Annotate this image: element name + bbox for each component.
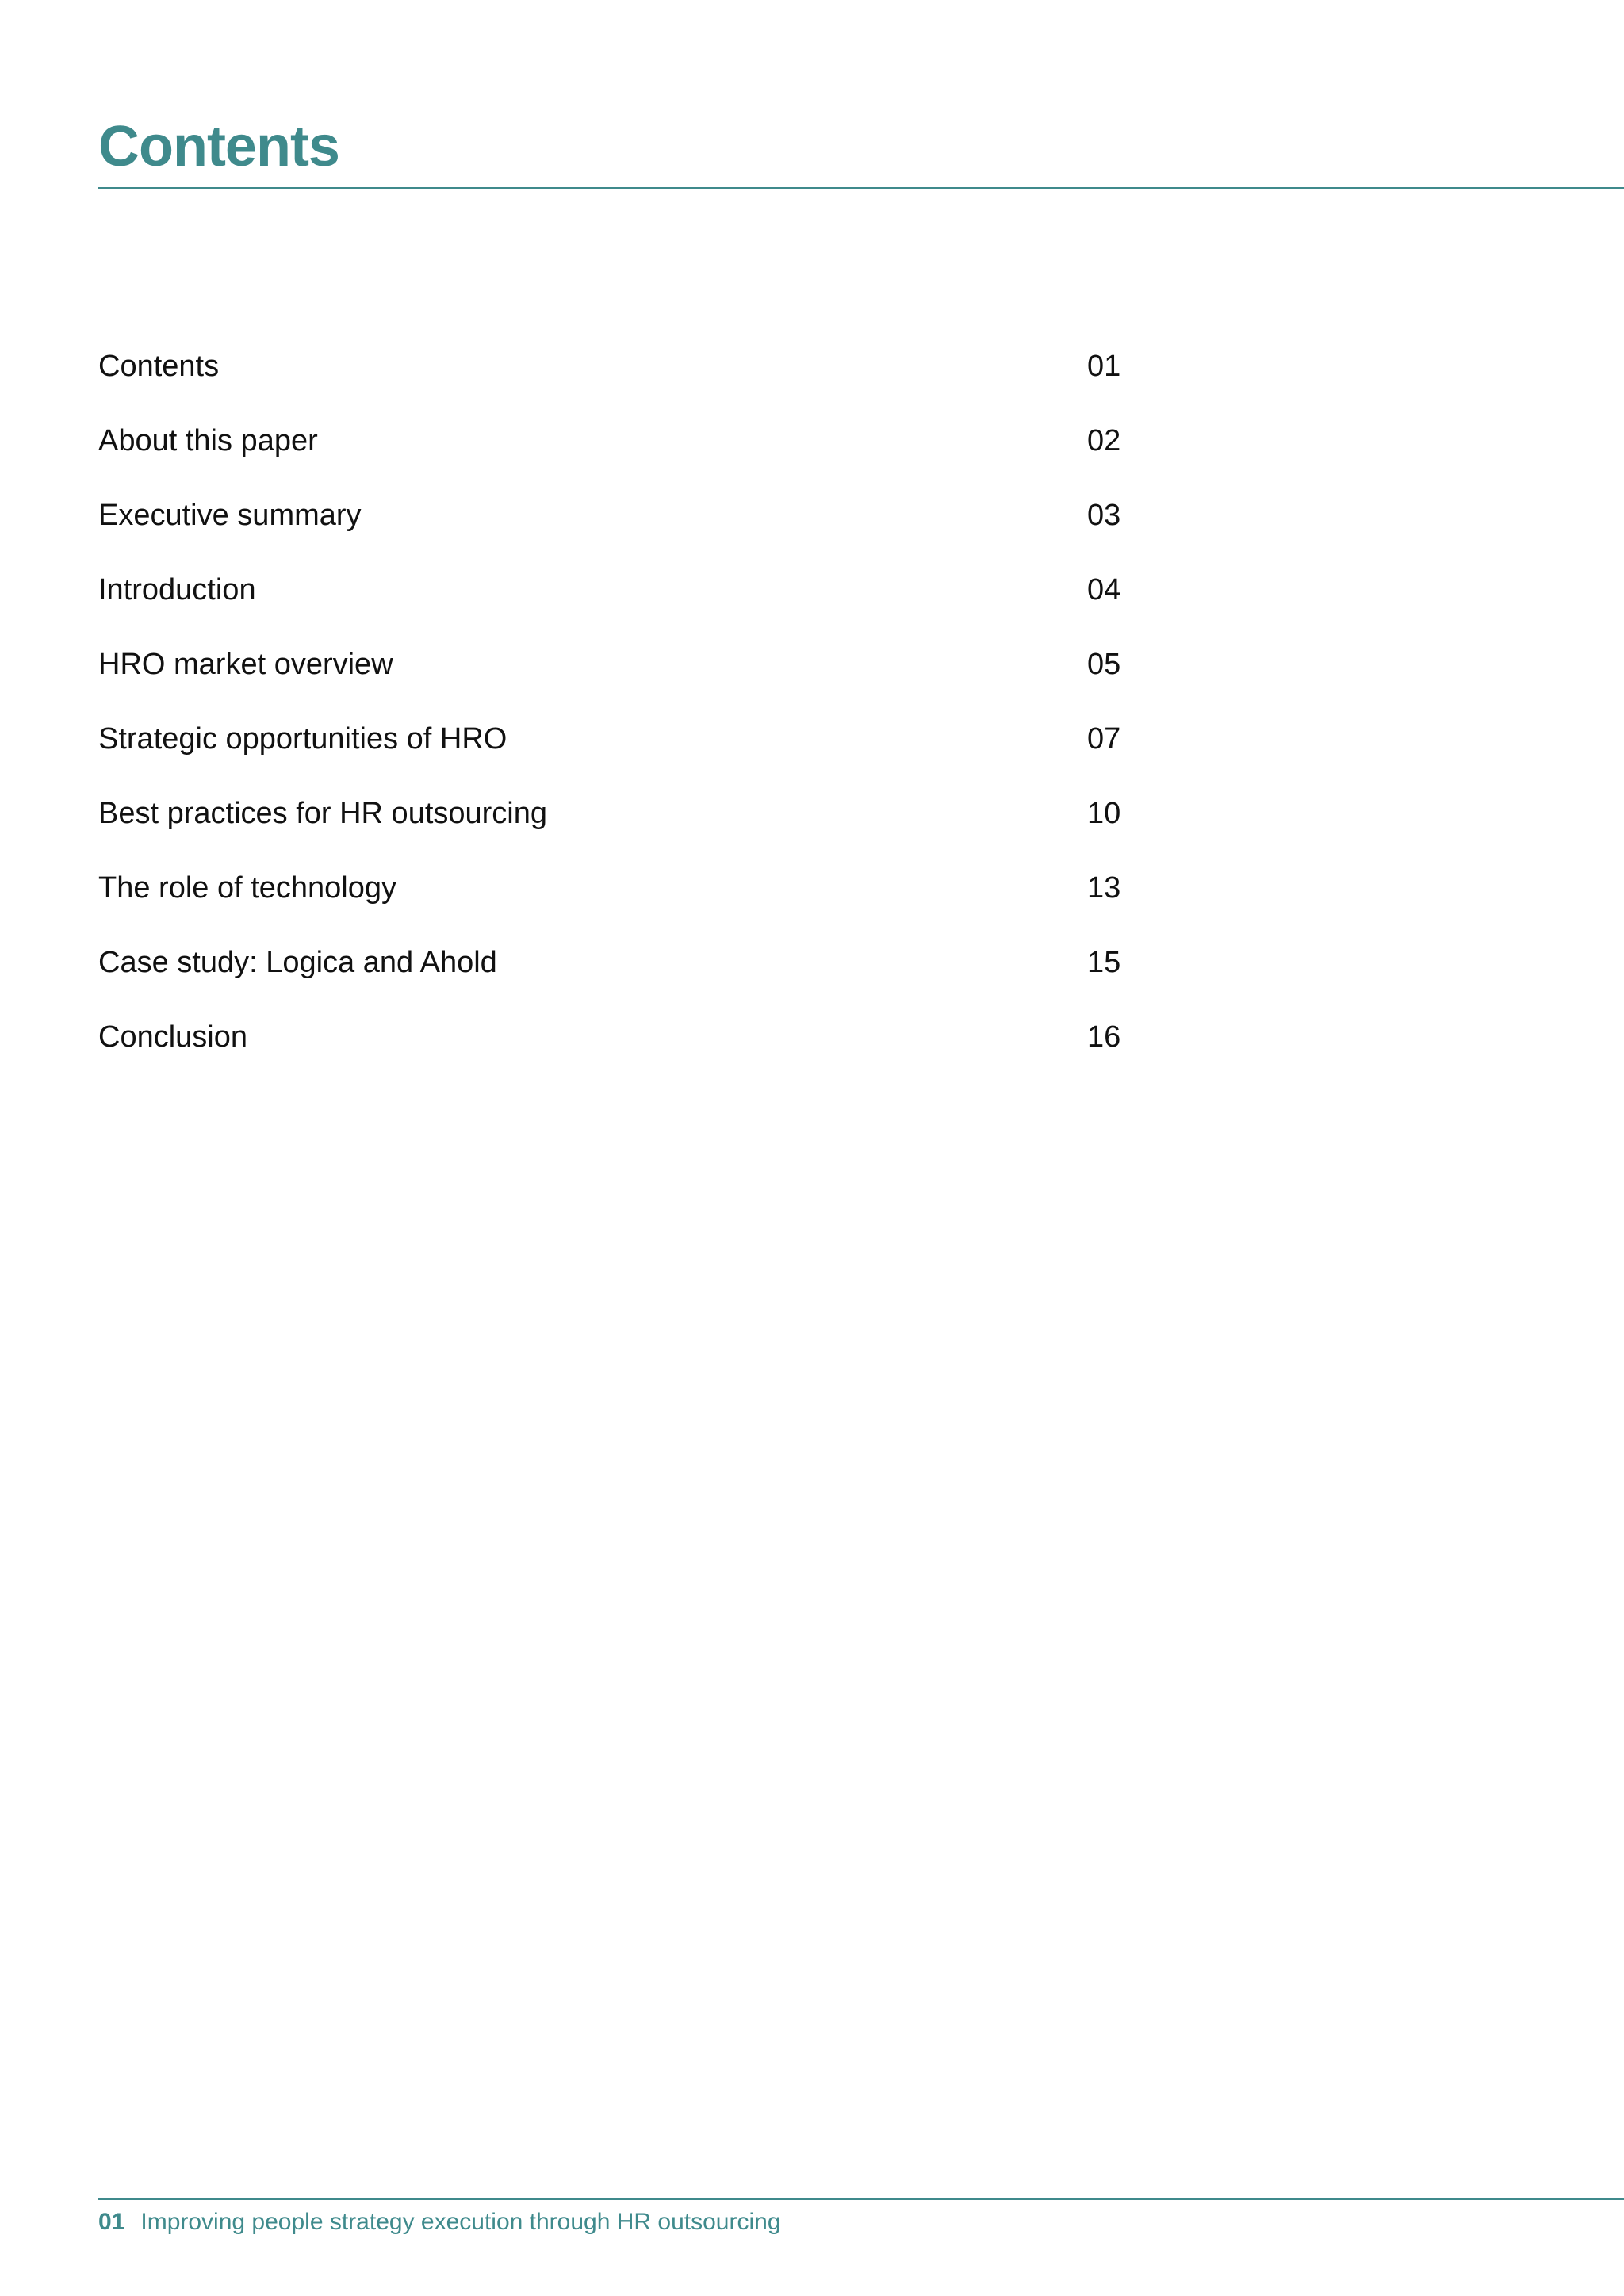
footer-document-title: Improving people strategy execution through HR outsourcing — [140, 2209, 781, 2235]
page-title: Contents — [98, 115, 339, 178]
toc-page-number: 15 — [1087, 946, 1121, 979]
toc-entry-label: Strategic opportunities of HRO — [98, 722, 508, 756]
toc-row-contents[interactable] — [98, 344, 1208, 419]
toc-page-number: 16 — [1087, 1020, 1121, 1054]
toc-row-hro-market-overview[interactable] — [98, 642, 1208, 717]
toc-page-number: 01 — [1087, 350, 1121, 383]
toc-page-number: 07 — [1087, 722, 1121, 756]
toc-entry-label: HRO market overview — [98, 648, 393, 681]
toc-row-conclusion[interactable] — [98, 1015, 1208, 1089]
toc-row-case-study[interactable] — [98, 940, 1208, 1015]
toc-row-role-of-technology[interactable] — [98, 866, 1208, 940]
toc-row-about-this-paper[interactable] — [98, 419, 1208, 493]
title-divider — [98, 187, 1624, 189]
toc-entry-label: Executive summary — [98, 499, 362, 532]
toc-entry-label: Best practices for HR outsourcing — [98, 797, 548, 830]
page-footer — [98, 2205, 781, 2240]
toc-entry-label: About this paper — [98, 424, 318, 457]
toc-entry-label: Case study: Logica and Ahold — [98, 946, 497, 979]
toc-row-executive-summary[interactable] — [98, 493, 1208, 568]
toc-page-number: 04 — [1087, 573, 1121, 607]
toc-entry-label: Introduction — [98, 573, 256, 607]
toc-entry-label: Conclusion — [98, 1020, 247, 1054]
toc-row-strategic-opportunities[interactable] — [98, 717, 1208, 791]
toc-entry-label: The role of technology — [98, 871, 397, 905]
footer-page-number: 01 — [98, 2209, 125, 2235]
toc-page-number: 02 — [1087, 424, 1121, 457]
toc-row-best-practices[interactable] — [98, 791, 1208, 866]
toc-page-number: 13 — [1087, 871, 1121, 905]
toc-page-number: 05 — [1087, 648, 1121, 681]
toc-entry-label: Contents — [98, 350, 220, 383]
toc-page-number: 03 — [1087, 499, 1121, 532]
toc-page-number: 10 — [1087, 797, 1121, 830]
toc-row-introduction[interactable] — [98, 568, 1208, 642]
table-of-contents — [98, 344, 1208, 1089]
footer-divider — [98, 2198, 1624, 2200]
